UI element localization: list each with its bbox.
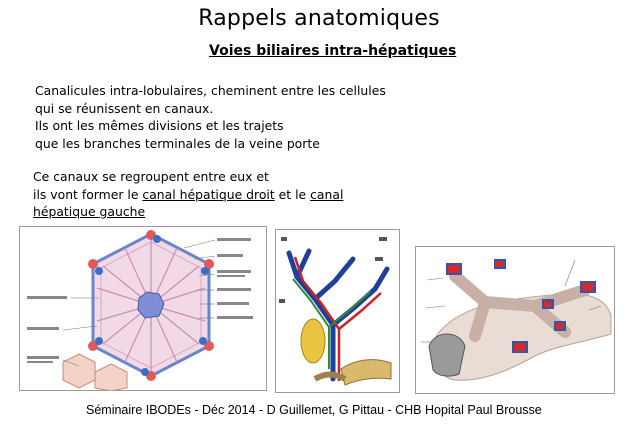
text-line: que les branches terminales de la veine porte <box>35 135 320 151</box>
slide-footer: Séminaire IBODEs - Déc 2014 - D Guillemet, G Pittau - CHB Hopital Paul Brousse <box>86 403 542 417</box>
slide-title: Rappels anatomiques <box>198 6 440 31</box>
text-line: Ils ont les mêmes divisions et les trajets <box>35 118 284 133</box>
paragraph-intralobular <box>35 82 386 152</box>
text-line: Canalicules intra-lobulaires, cheminent entre les cellules <box>35 83 386 98</box>
text-line: qui se réunissent en canaux. <box>35 100 214 116</box>
biliary-tree-illustration-icon <box>275 229 400 393</box>
link-canal-hepatique-droit[interactable]: canal hépatique droit <box>142 186 275 202</box>
text-fragment: ils vont former le <box>33 186 143 202</box>
link-hepatique-gauche[interactable]: hépatique gauche <box>33 204 146 219</box>
link-canal[interactable]: canal <box>310 186 344 202</box>
paragraph-hepatic-ducts <box>33 168 343 221</box>
text-line: Ce canaux se regroupent entre eux et <box>33 169 269 184</box>
text-fragment: et le <box>274 186 311 202</box>
text-line <box>33 186 343 204</box>
hepatic-hilum-illustration-icon <box>415 246 615 394</box>
liver-lobule-diagram-icon <box>19 226 267 391</box>
slide-subtitle: Voies biliaires intra-hépatiques <box>209 43 457 59</box>
